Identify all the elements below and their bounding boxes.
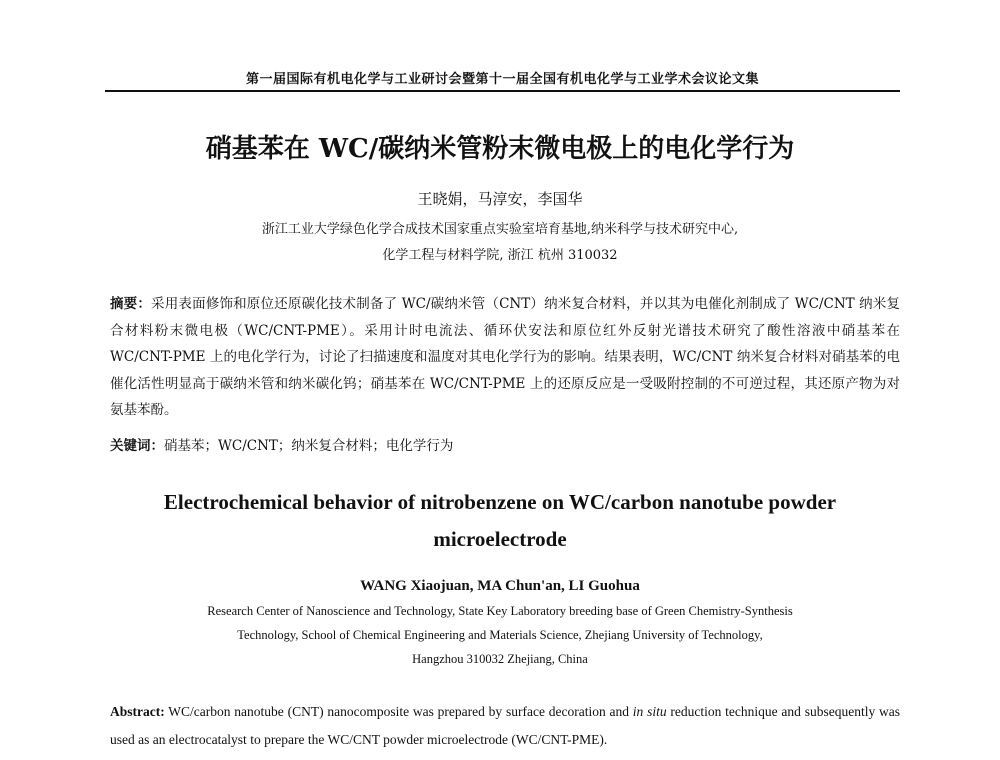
chinese-affiliation-line-2: 化学工程与材料学院, 浙江 杭州 310032 (382, 248, 618, 263)
english-abstract-italic: in situ (632, 704, 667, 719)
chinese-keywords-label: 关键词： (110, 438, 164, 454)
chinese-abstract-text: 采用表面修饰和原位还原碳化技术制备了 WC/碳纳米管（CNT）纳米复合材料，并以其为电催化剂制成了 WC/CNT 纳米复合材料粉末微电极（WC/CNT-PME）。采用计时电流法、循环伏安法和原位红外反射光谱技术研究了酸性溶液中硝基苯在 WC/CNT-PME 上的电化学行为，讨论了扫描速度和温度对其电化学行为的影响。结果表明，WC/CNT 纳米复合材料对硝基苯的电催化活性明显高于碳纳米管和纳米碳化钨；硝基苯在 WC/CNT-PME 上的还原反应是一受吸附控制的不可逆过程，其还原产物为对氨基苯酚。 (110, 296, 901, 418)
header-rule (105, 90, 900, 92)
chinese-authors: 王晓娟，马淳安，李国华 (417, 190, 583, 208)
english-abstract-text-a: WC/carbon nanotube (CNT) nanocomposite was prepared by surface decoration and (168, 704, 629, 719)
chinese-abstract (110, 291, 900, 424)
english-abstract-text-b: reduction technique and subsequently was used as an electrocatalyst to prepare the WC/CNT powder microelectrode (WC/CNT-PME). (110, 704, 900, 747)
english-title-line-1: Electrochemical behavior of nitrobenzene on WC/carbon nanotube powder (163, 490, 837, 514)
chinese-keywords (110, 434, 900, 454)
english-affiliation-line-2: Technology, School of Chemical Engineering and Materials Science, Zhejiang University of Technology, (237, 628, 763, 642)
english-affiliation-line-1: Research Center of Nanoscience and Technology, State Key Laboratory breeding base of Green Chemistry-Synthesis (207, 604, 793, 618)
chinese-abstract-label: 摘要： (110, 296, 152, 312)
chinese-keywords-text: 硝基苯；WC/CNT；纳米复合材料；电化学行为 (164, 438, 454, 454)
running-header: 第一届国际有机电化学与工业研讨会暨第十一届全国有机电化学与工业学术会议论文集 (245, 72, 759, 87)
english-authors: WANG Xiaojuan, MA Chun'an, LI Guohua (360, 578, 640, 594)
english-abstract-label: Abstract: (110, 704, 165, 719)
english-title (100, 484, 900, 558)
chinese-affiliation-line-1: 浙江工业大学绿色化学合成技术国家重点实验室培育基地,纳米科学与技术研究中心, (261, 222, 739, 237)
english-affiliation-line-3: Hangzhou 310032 Zhejiang, China (412, 652, 588, 666)
english-abstract (110, 698, 900, 754)
english-title-line-2: microelectrode (433, 527, 567, 551)
chinese-title: 硝基苯在 WC/碳纳米管粉末微电极上的电化学行为 (205, 134, 795, 164)
